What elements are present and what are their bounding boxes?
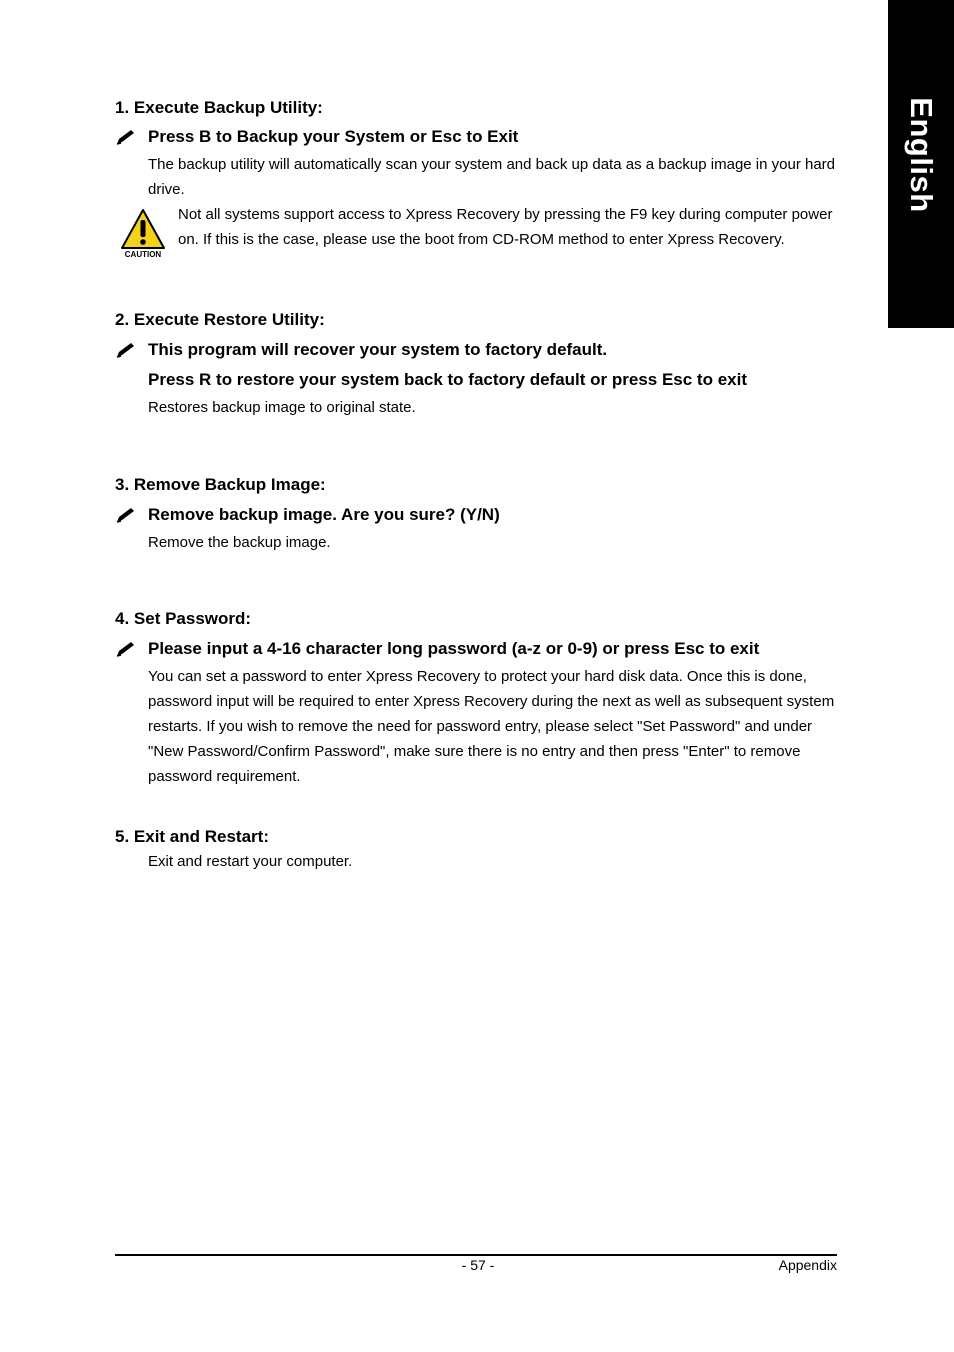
- prompt-line: [115, 500, 839, 530]
- page-content: [115, 96, 839, 874]
- pencil-icon: [115, 640, 137, 658]
- section-title: 3. Remove Backup Image:: [115, 475, 326, 494]
- section-execute-backup: [115, 96, 839, 259]
- footer-section-name: Appendix: [778, 1257, 837, 1273]
- pencil-icon: [115, 128, 137, 146]
- body-text: Restores backup image to original state.: [148, 399, 416, 416]
- section-title: 1. Execute Backup Utility:: [115, 98, 323, 117]
- section-set-password: [115, 607, 839, 789]
- body-text: You can set a password to enter Xpress Recovery to protect your hard disk data. Once this is done, password input will be required to enter Xpress Recovery during the next as well as subsequent system restarts. If you wish to remove the need for password entry, please select "Set Password" and under "New Password/Confirm Password", make sure there is no entry and then press "Enter" to remove password requirement.: [148, 668, 835, 785]
- page-number: - 57 -: [461, 1257, 495, 1273]
- body-text: Exit and restart your computer.: [148, 853, 353, 870]
- warning-triangle-icon: [120, 208, 166, 250]
- section-exit-restart: [115, 825, 839, 874]
- pencil-icon: [115, 506, 137, 524]
- prompt-text: Please input a 4-16 character long password (a-z or 0-9) or press Esc to exit: [148, 639, 760, 658]
- prompt-line: [115, 335, 839, 365]
- section-execute-restore: [115, 308, 839, 420]
- body-text: The backup utility will automatically scan your system and back up data as a backup image in your hard drive.: [148, 156, 836, 198]
- body-text: Remove the backup image.: [148, 534, 331, 551]
- side-tab-label: English: [904, 97, 939, 213]
- prompt-line: [115, 365, 839, 395]
- pencil-icon: [115, 341, 137, 359]
- prompt-text: This program will recover your system to factory default.: [148, 340, 608, 359]
- section-remove-backup: [115, 473, 839, 555]
- prompt-text: Remove backup image. Are you sure? (Y/N): [148, 505, 500, 524]
- prompt-line: [115, 634, 839, 664]
- language-side-tab: [888, 0, 954, 328]
- section-title: 2. Execute Restore Utility:: [115, 310, 325, 329]
- section-title: 5. Exit and Restart:: [115, 827, 269, 846]
- caution-note: [115, 202, 839, 259]
- caution-text: Not all systems support access to Xpress Recovery by pressing the F9 key during computer power on. If this is the case, please use the boot from CD-ROM method to enter Xpress Recovery.: [178, 206, 833, 248]
- prompt-text: Press R to restore your system back to factory default or press Esc to exit: [148, 370, 747, 389]
- prompt-text: Press B to Backup your System or Esc to Exit: [148, 127, 519, 146]
- caution-icon: [120, 208, 166, 262]
- caution-label: CAUTION: [124, 250, 162, 259]
- section-title: 4. Set Password:: [115, 609, 252, 628]
- prompt-line: [115, 122, 839, 152]
